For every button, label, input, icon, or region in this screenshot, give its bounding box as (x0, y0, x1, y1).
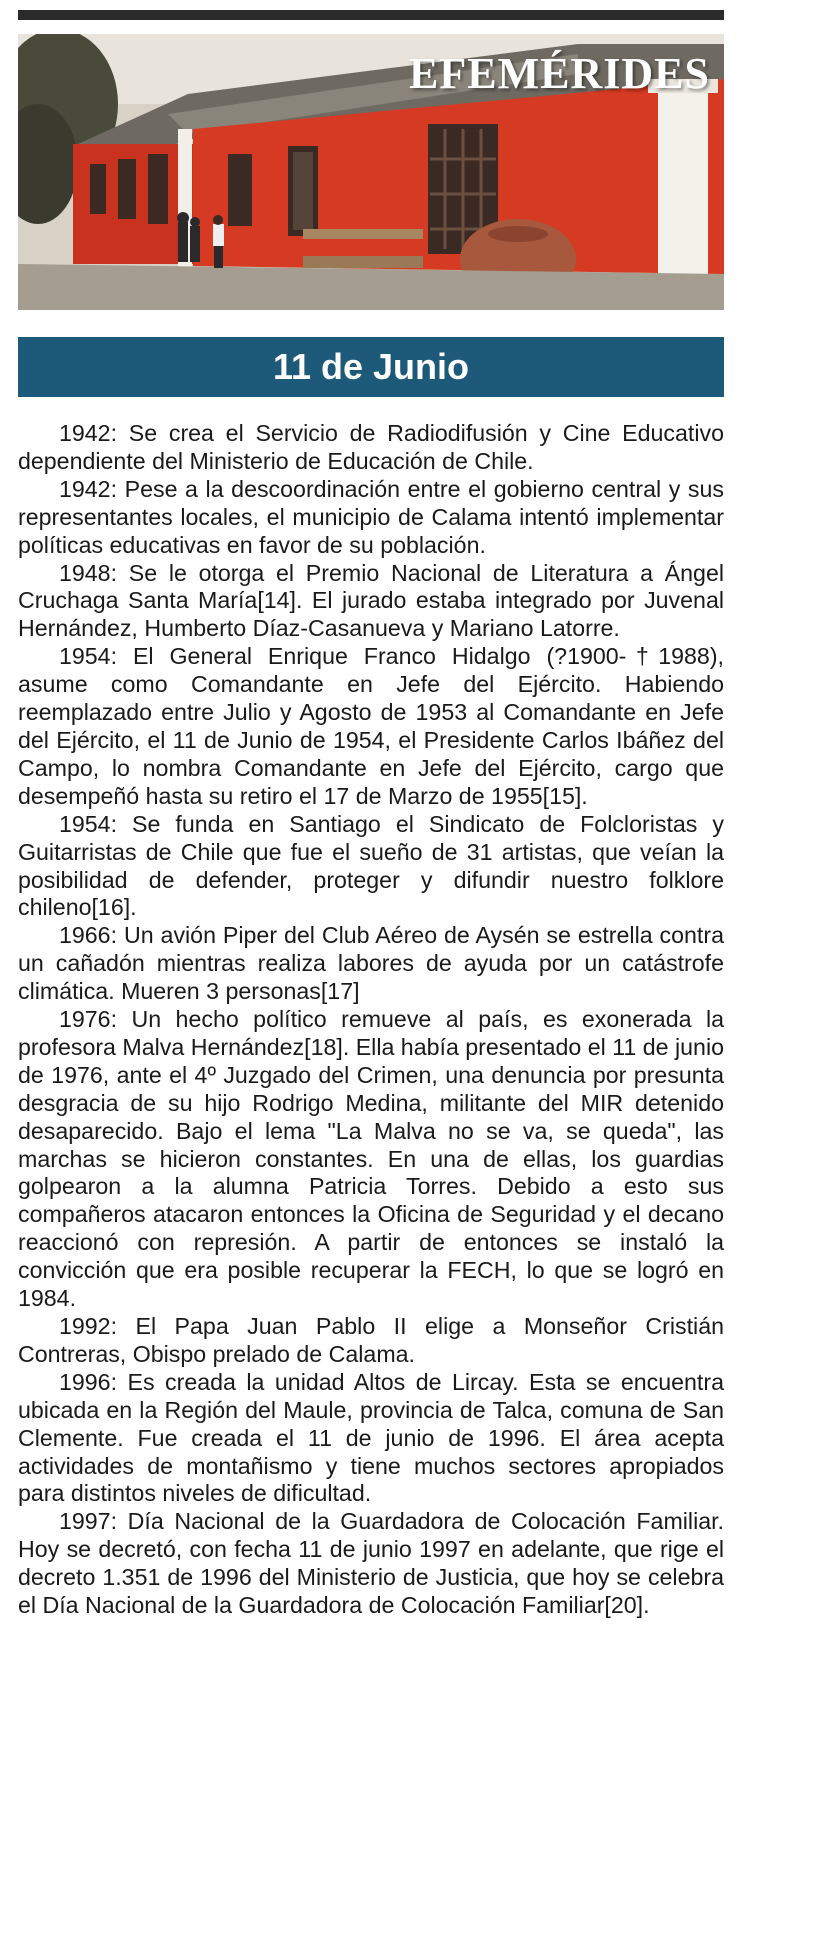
banner-title: EFEMÉRIDES (409, 49, 710, 98)
entry-1996-altos-de-lircay: 1996: Es creada la unidad Altos de Lircay. Esta se encuentra ubicada en la Región del Maule, provincia de Talca, comuna de San Clemente. Fue creada el 11 de junio de 1996. El área acepta actividades de montañismo y tiene muchos sectores apropiados para distintos niveles de dificultad. (18, 1368, 724, 1507)
entry-1948-premio-literatura: 1948: Se le otorga el Premio Nacional de Literatura a Ángel Cruchaga Santa María[14]. El jurado estaba integrado por Juvenal Hernández, Humberto Díaz-Casanueva y Mariano Latorre. (18, 559, 724, 642)
entry-1942-calama: 1942: Pese a la descoordinación entre el gobierno central y sus representantes locales, el municipio de Calama intentó implementar políticas educativas en favor de su población. (18, 475, 724, 558)
date-bar (18, 337, 724, 397)
entry-1997-guardadora: 1997: Día Nacional de la Guardadora de Colocación Familiar. Hoy se decretó, con fecha 11 de junio 1997 en adelante, que rige el decreto 1.351 de 1996 del Ministerio de Justicia, que hoy se celebra el Día Nacional de la Guardadora de Colocación Familiar[20]. (18, 1508, 724, 1619)
entry-1942-radiodifusion: 1942: Se crea el Servicio de Radiodifusión y Cine Educativo dependiente del Ministerio de Educación de Chile. (18, 420, 724, 474)
ephemerides-list (18, 420, 724, 1620)
entry-1976-malva-hernandez: 1976: Un hecho político remueve al país, es exonerada la profesora Malva Hernández[18]. Ella había presentado el 11 de junio de 1976, ante el 4º Juzgado del Crimen, una denuncia por presunta desgracia de su hijo Rodrigo Medina, militante del MIR detenido desaparecido. Bajo el lema "La Malva no se va, se queda", las marchas se hicieron constantes. En una de ellas, los guardias golpearon a la alumna Patricia Torres. Debido a esto sus compañeros atacaron entonces la Oficina de Seguridad y el decano reaccionó con represión. A partir de entonces se instaló la convicción que era posible recuperar la FECH, lo que se logró en 1984. (18, 1006, 724, 1312)
entry-1954-franco-hidalgo: 1954: El General Enrique Franco Hidalgo (?1900-†1988), asume como Comandante en Jefe del Ejército. Habiendo reemplazado entre Julio y Agosto de 1953 al Comandante en Jefe del Ejército, el 11 de Junio de 1954, el Presidente Carlos Ibáñez del Campo, lo nombra Comandante en Jefe del Ejército, cargo que desempeñó hasta su retiro el 17 de Marzo de 1955[15]. (18, 643, 724, 809)
header-banner (18, 34, 724, 310)
entry-1966-avion-piper: 1966: Un avión Piper del Club Aéreo de Aysén se estrella contra un cañadón mientras realiza labores de ayuda por un catástrofe climática. Mueren 3 personas[17] (18, 922, 724, 1005)
top-rule (18, 10, 724, 20)
entry-1992-obispo-calama: 1992: El Papa Juan Pablo II elige a Monseñor Cristián Contreras, Obispo prelado de Calama. (18, 1313, 724, 1367)
entry-1954-sindicato-folcloristas: 1954: Se funda en Santiago el Sindicato de Folcloristas y Guitarristas de Chile que fue el sueño de 31 artistas, que veían la posibilidad de defender, proteger y difundir nuestro folklore chileno[16]. (18, 810, 724, 921)
date-title: 11 de Junio (272, 346, 470, 387)
